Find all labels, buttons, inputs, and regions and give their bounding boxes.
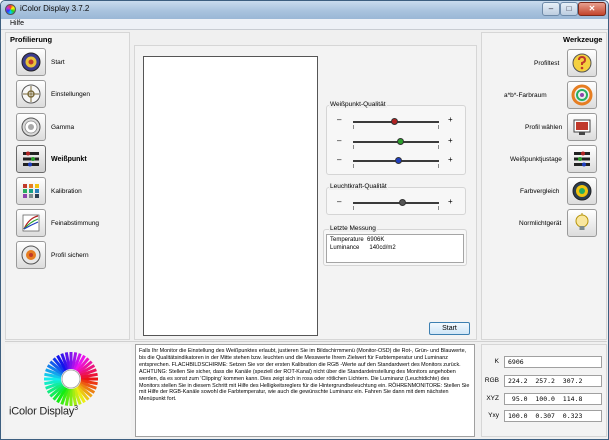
nav-gamma-label: Gamma xyxy=(51,124,75,131)
luminance-reading: Luminance 140cd/m2 xyxy=(330,244,396,251)
blue-minus: – xyxy=(337,155,342,164)
tool-whitepoint-adjust-button[interactable] xyxy=(567,145,597,173)
maximize-button[interactable]: □ xyxy=(560,2,578,16)
nav-whitepoint-label: Weißpunkt xyxy=(51,156,87,163)
readout-xyz-label: XYZ xyxy=(486,395,499,402)
nav-calibration-label: Kalibration xyxy=(51,188,82,195)
tool-ab-colorspace-button[interactable] xyxy=(567,81,597,109)
finetune-icon xyxy=(20,212,42,234)
luminance-minus: – xyxy=(337,197,342,206)
luminance-slider-ticks xyxy=(353,206,439,210)
profile-test-icon xyxy=(571,52,593,74)
luminance-slider-track[interactable] xyxy=(353,202,439,204)
title-bar[interactable] xyxy=(1,1,608,19)
whitepoint-adjust-icon xyxy=(571,148,593,170)
tool-standard-light-label: Normlichtgerät xyxy=(519,220,562,227)
last-measurement-label: Letzte Messung xyxy=(330,225,376,232)
green-minus: – xyxy=(337,136,342,145)
readout-xyz-value: 95.0 100.0 114.8 xyxy=(504,393,602,405)
nav-finetune-button[interactable] xyxy=(16,209,46,237)
tools-heading: Werkzeuge xyxy=(563,35,603,44)
settings-icon xyxy=(20,83,42,105)
nav-start-label: Start xyxy=(51,59,65,66)
start-button[interactable]: Start xyxy=(429,322,470,335)
icolor-logo xyxy=(39,350,103,410)
choose-profile-icon xyxy=(571,116,593,138)
nav-save-profile-button[interactable] xyxy=(16,241,46,269)
whitepoint-icon xyxy=(20,148,42,170)
readout-k-label: K xyxy=(494,358,499,365)
readout-rgb-value: 224.2 257.2 307.2 xyxy=(504,375,602,387)
tool-whitepoint-adjust-label: Weißpunktjustage xyxy=(510,156,562,163)
gamma-icon xyxy=(20,116,42,138)
nav-save-profile-label: Profil sichern xyxy=(51,252,89,259)
close-button[interactable]: ✕ xyxy=(578,2,606,16)
brand-name xyxy=(9,405,78,418)
tool-color-compare-label: Farbvergleich xyxy=(520,188,560,195)
temperature-reading: Temperature 6906K xyxy=(330,237,385,243)
brand-name-text: iColor Display xyxy=(9,405,75,418)
tool-profile-test-label: Profiltest xyxy=(534,60,560,67)
menu-bar xyxy=(1,19,608,30)
nav-start-button[interactable] xyxy=(16,48,46,76)
readout-rgb-label: RGB xyxy=(484,377,499,384)
save-profile-icon xyxy=(20,244,42,266)
instruction-text: Falls Ihr Monitor die Einstellung des Weißpunktes erlaubt, justieren Sie im Bildschirmmenü (Monitor-OSD) die Rot-, Grün- und Blauwerte, bis die Qualitätsindikatoren in der Mitte stehen bzw. leuchten und die Messwerte Ihrem Zielwert für Farbtemperatur und Luminanz entsprechen. FLACHBILDSCHIRME: Setzen Sie vor der ersten Kalibration die RGB -Werte auf den Standardwert des Monitors zurück. ACHTUNG: Stellen Sie sicher, dass die Kanäle (speziell der ROT-Kanal) nicht über die Standardeinstellung des Monitors angehoben werden, da es sonst zum 'Clipping' kommen kann. Dies zeigt sich in rosa oder rötlichen Lichtern. Die Luminanz (Leuchtdichte) des Monitors stellen Sie in diesem Schritt mit Hilfe des Helligkeitsreglers für die Hintergrundbeleuchtung ein. RÖHRENMONITORE: Stellen Sie mit Hilfe der RGB-Kanäle sowohl die Farbtemperatur, wie auch die gewünschte Luminanz ein. Fahren Sie dann mit dem nächsten Menüpunkt fort. xyxy=(135,344,475,437)
color-compare-icon xyxy=(571,180,593,202)
nav-settings-label: Einstellungen xyxy=(51,91,91,98)
minimize-button[interactable]: – xyxy=(542,2,560,16)
last-measurement-box xyxy=(326,234,464,263)
luminance-plus: + xyxy=(448,197,453,206)
brand-version-mark: 3 xyxy=(74,405,78,412)
brand-area xyxy=(5,344,131,437)
tool-color-compare-button[interactable] xyxy=(567,177,597,205)
white-preview-patch xyxy=(143,56,318,336)
red-slider-knob[interactable] xyxy=(391,118,398,125)
red-slider-ticks xyxy=(353,125,439,129)
green-plus: + xyxy=(448,136,453,145)
nav-gamma-button[interactable] xyxy=(16,113,46,141)
tool-ab-colorspace-label: a*b*-Farbraum xyxy=(504,92,547,99)
nav-finetune-label: Feinabstimmung xyxy=(51,220,100,227)
readout-yxy-label: Yxy xyxy=(488,412,499,419)
tool-profile-test-button[interactable] xyxy=(567,49,597,77)
luminance-quality-label: Leuchtkraft-Qualität xyxy=(330,183,387,190)
readout-yxy-value: 100.0 0.307 0.323 xyxy=(504,410,602,422)
ab-colorspace-icon xyxy=(571,84,593,106)
red-plus: + xyxy=(448,115,453,124)
menu-help[interactable]: Hilfe xyxy=(10,20,25,27)
tool-choose-profile-button[interactable] xyxy=(567,113,597,141)
window-title: iColor Display 3.7.2 xyxy=(20,4,90,13)
calibration-icon xyxy=(20,180,42,202)
profiling-heading: Profilierung xyxy=(10,35,53,44)
nav-whitepoint-button[interactable] xyxy=(16,145,46,173)
red-minus: – xyxy=(337,115,342,124)
green-slider-ticks xyxy=(353,145,439,149)
bottom-divider xyxy=(5,341,607,342)
standard-light-icon xyxy=(571,212,593,234)
green-slider-knob[interactable] xyxy=(397,138,404,145)
luminance-quality-group xyxy=(326,187,466,215)
blue-slider-ticks xyxy=(353,164,439,168)
tool-choose-profile-label: Profil wählen xyxy=(525,124,563,131)
readout-k-value: 6906 xyxy=(504,356,602,368)
start-icon xyxy=(20,51,42,73)
tool-standard-light-button[interactable] xyxy=(567,209,597,237)
blue-plus: + xyxy=(448,155,453,164)
app-icon xyxy=(5,4,16,15)
nav-calibration-button[interactable] xyxy=(16,177,46,205)
nav-settings-button[interactable] xyxy=(16,80,46,108)
whitepoint-quality-label: Weißpunkt-Qualität xyxy=(330,101,386,108)
